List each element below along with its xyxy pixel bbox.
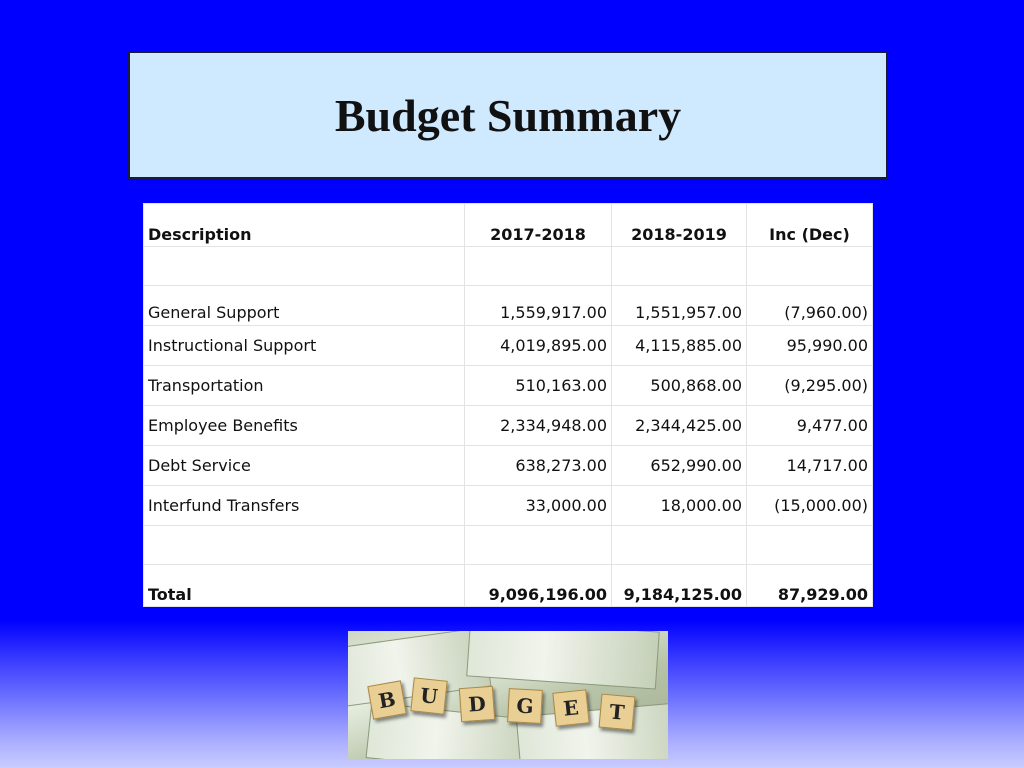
letter-tile: B <box>367 680 406 719</box>
row-description: Instructional Support <box>144 326 465 366</box>
row-description: Employee Benefits <box>144 406 465 446</box>
header-2018-2019: 2018-2019 <box>612 204 747 247</box>
row-2018-2019: 500,868.00 <box>612 366 747 406</box>
title-box <box>128 51 888 179</box>
letter-tile: E <box>552 689 589 726</box>
total-row <box>144 565 873 607</box>
row-description: General Support <box>144 286 465 326</box>
row-inc-dec: (7,960.00) <box>747 286 873 326</box>
row-2017-2018: 1,559,917.00 <box>465 286 612 326</box>
blank-row <box>144 247 873 286</box>
row-inc-dec: (9,295.00) <box>747 366 873 406</box>
budget-table <box>143 203 872 607</box>
table-row <box>144 406 873 446</box>
header-inc-dec: Inc (Dec) <box>747 204 873 247</box>
row-2018-2019: 652,990.00 <box>612 446 747 486</box>
row-description: Interfund Transfers <box>144 486 465 526</box>
letter-tile: D <box>459 686 495 722</box>
row-2017-2018: 2,334,948.00 <box>465 406 612 446</box>
table-row <box>144 286 873 326</box>
total-inc-dec: 87,929.00 <box>747 565 873 607</box>
row-inc-dec: 14,717.00 <box>747 446 873 486</box>
total-2018-2019: 9,184,125.00 <box>612 565 747 607</box>
row-2018-2019: 1,551,957.00 <box>612 286 747 326</box>
row-2018-2019: 18,000.00 <box>612 486 747 526</box>
total-2017-2018: 9,096,196.00 <box>465 565 612 607</box>
header-description: Description <box>144 204 465 247</box>
blank-row <box>144 526 873 565</box>
row-2017-2018: 510,163.00 <box>465 366 612 406</box>
table-row <box>144 486 873 526</box>
row-2017-2018: 33,000.00 <box>465 486 612 526</box>
row-inc-dec: 9,477.00 <box>747 406 873 446</box>
table-row <box>144 326 873 366</box>
row-description: Debt Service <box>144 446 465 486</box>
row-description: Transportation <box>144 366 465 406</box>
row-inc-dec: 95,990.00 <box>747 326 873 366</box>
table-header-row <box>144 204 873 247</box>
row-inc-dec: (15,000.00) <box>747 486 873 526</box>
table-row <box>144 366 873 406</box>
table-row <box>144 446 873 486</box>
row-2017-2018: 638,273.00 <box>465 446 612 486</box>
letter-tile: T <box>599 694 636 731</box>
total-label: Total <box>144 565 465 607</box>
header-2017-2018: 2017-2018 <box>465 204 612 247</box>
dollar-bill <box>466 631 660 690</box>
row-2018-2019: 4,115,885.00 <box>612 326 747 366</box>
page-title: Budget Summary <box>334 89 682 141</box>
budget-money-photo <box>348 631 668 759</box>
row-2017-2018: 4,019,895.00 <box>465 326 612 366</box>
row-2018-2019: 2,344,425.00 <box>612 406 747 446</box>
letter-tile: U <box>410 677 447 714</box>
letter-tile: G <box>507 688 543 724</box>
